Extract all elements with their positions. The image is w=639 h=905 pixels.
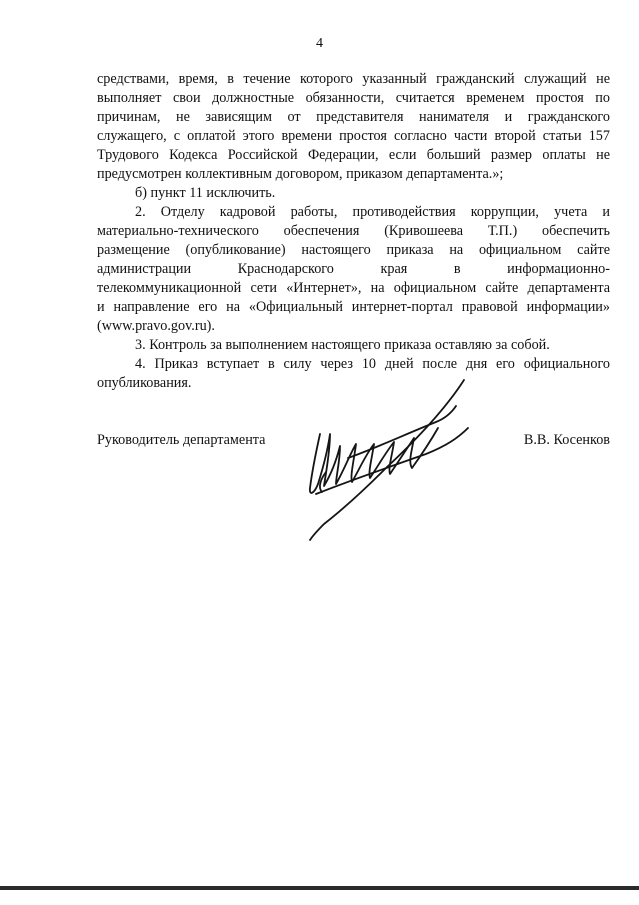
text-line: и направление его на «Официальный интернет-портал правовой информации» — [97, 299, 610, 315]
text-line: телекоммуникационной сети «Интернет», на официальном сайте департамента — [97, 280, 610, 296]
paragraph-item-2 — [97, 203, 610, 336]
signatory-name: В.В. Косенков — [523, 432, 610, 448]
handwritten-signature — [296, 372, 486, 547]
text-line: 2. Отделу кадровой работы, противодействия коррупции, учета и — [135, 204, 610, 220]
text-line: (www.pravo.gov.ru). — [97, 318, 215, 334]
paragraph-item-3 — [97, 336, 610, 355]
text-line: средствами, время, в течение которого указанный гражданский служащий не — [97, 71, 610, 87]
text-line: администрации Краснодарского края в информационно- — [97, 261, 610, 277]
text-line: выполняет свои должностные обязанности, считается временем простоя по — [97, 90, 610, 106]
text-line: служащего, с оплатой этого времени простоя согласно части второй статьи 157 — [97, 128, 610, 144]
text-line: 4. Приказ вступает в силу через 10 дней после дня его официального — [135, 356, 610, 372]
page-number: 4 — [316, 36, 323, 51]
page-bottom-border — [0, 886, 639, 890]
document-body — [97, 70, 610, 393]
text-line: опубликования. — [97, 375, 192, 391]
text-line: 3. Контроль за выполнением настоящего приказа оставляю за собой. — [135, 337, 550, 353]
paragraph-continuation — [97, 70, 610, 184]
text-line: б) пункт 11 исключить. — [135, 185, 276, 201]
text-line: материально-технического обеспечения (Кривошеева Т.П.) обеспечить — [97, 223, 610, 239]
text-line: причинам, не зависящим от представителя нанимателя и гражданского — [97, 109, 610, 125]
paragraph-item-b — [97, 184, 610, 203]
text-line: Трудового Кодекса Российской Федерации, если больший размер оплаты не — [97, 147, 610, 163]
signatory-position: Руководитель департамента — [97, 432, 266, 448]
text-line: предусмотрен коллективным договором, приказом департамента.»; — [97, 166, 504, 182]
text-line: размещение (опубликование) настоящего приказа на официальном сайте — [97, 242, 610, 258]
